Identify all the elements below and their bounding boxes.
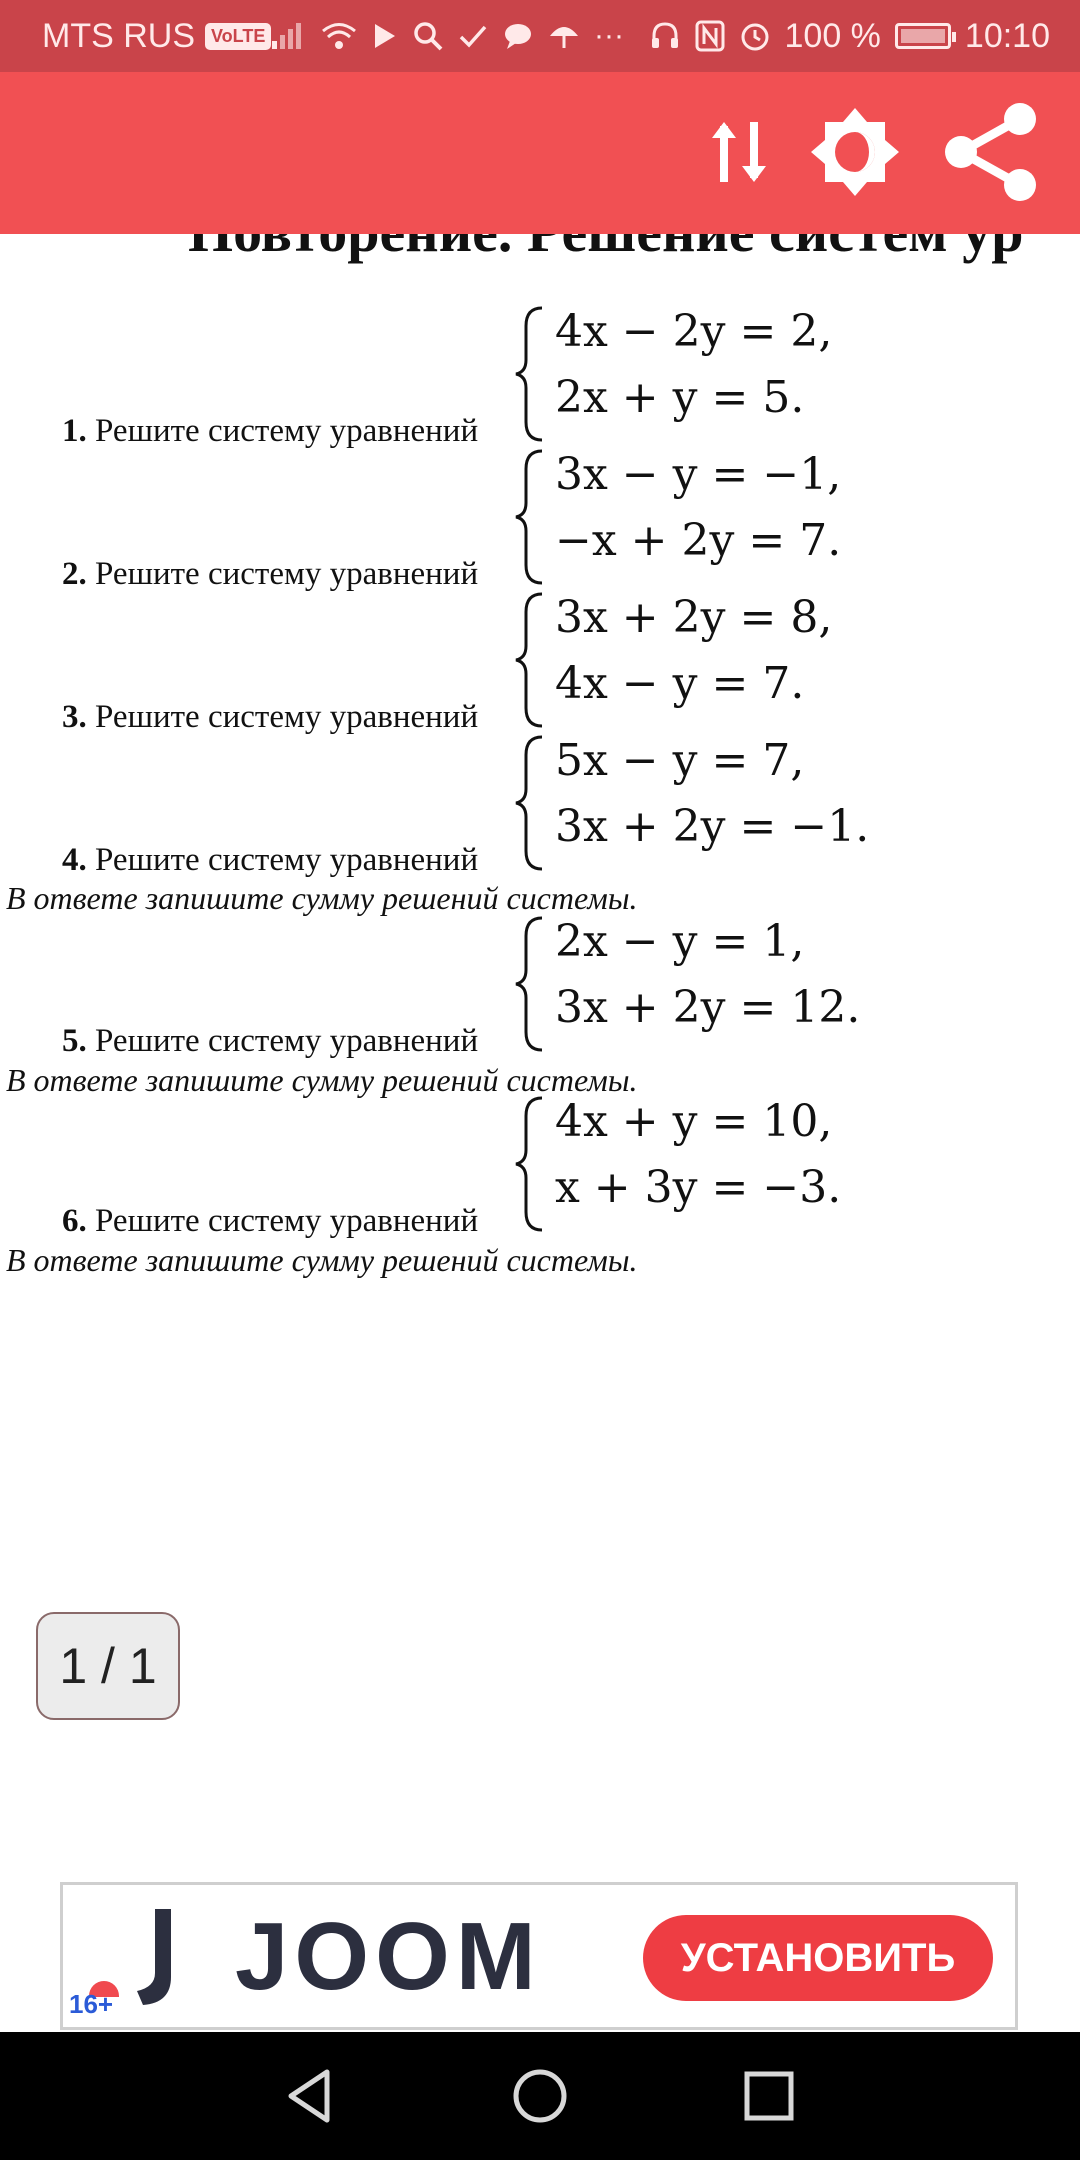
- task-label: [62, 842, 478, 879]
- system-brace-icon: [512, 916, 546, 1052]
- equation-1: 2x − y = 1,: [555, 916, 805, 967]
- equation-2: x + 3y = −3.: [555, 1162, 842, 1213]
- task-note: В ответе запишите сумму решений системы.: [6, 880, 638, 916]
- equation-1: 3x + 2y = 8,: [555, 592, 833, 643]
- wifi-icon: [320, 21, 358, 51]
- ad-banner[interactable]: [60, 1882, 1018, 2030]
- share-icon: [936, 97, 1046, 207]
- back-button[interactable]: [264, 2056, 354, 2136]
- task-number: 2.: [62, 556, 87, 592]
- umbrella-icon: [548, 20, 580, 52]
- equation-2: 3x + 2y = −1.: [555, 801, 870, 852]
- install-button[interactable]: УСТАНОВИТЬ: [643, 1915, 993, 2001]
- task-text: Решите систему уравнений: [95, 1023, 479, 1059]
- nfc-icon: [695, 20, 725, 52]
- signal-icon: [270, 21, 306, 51]
- navigation-bar: [0, 2032, 1080, 2160]
- equation-2: 4x − y = 7.: [555, 658, 805, 709]
- recents-square-icon: [741, 2068, 797, 2124]
- task-number: 4.: [62, 842, 87, 878]
- equation-2: −x + 2y = 7.: [555, 515, 842, 566]
- equation-1: 3x − y = −1,: [555, 449, 842, 500]
- joom-logo-icon: [115, 1907, 175, 2007]
- home-circle-icon: [510, 2066, 570, 2126]
- task-text: Решите систему уравнений: [95, 699, 479, 735]
- task-item: [0, 300, 1080, 450]
- task-note: В ответе запишите сумму решений системы.: [6, 1242, 638, 1278]
- equation-2: 3x + 2y = 12.: [555, 982, 861, 1033]
- task-note: В ответе запишите сумму решений системы.: [6, 1062, 638, 1098]
- volte-badge: VoLTE: [205, 23, 271, 50]
- system-brace-icon: [512, 735, 546, 871]
- battery-percent: 100 %: [784, 16, 881, 55]
- back-triangle-icon: [281, 2066, 337, 2126]
- more-icon: ···: [594, 19, 624, 52]
- play-icon: [372, 21, 398, 51]
- battery-icon: [895, 23, 951, 49]
- equation-1: 4x + y = 10,: [555, 1096, 833, 1147]
- equation-2: 2x + y = 5.: [555, 372, 805, 423]
- alarm-icon: [739, 20, 771, 52]
- task-text: Решите систему уравнений: [95, 842, 479, 878]
- app-toolbar: [0, 72, 1080, 234]
- task-number: 1.: [62, 413, 87, 449]
- system-brace-icon: [512, 1096, 546, 1232]
- age-rating: 16+: [69, 1989, 114, 2019]
- system-brace-icon: [512, 306, 546, 442]
- status-bar: [0, 0, 1080, 72]
- ad-brand-name: JOOM: [235, 1903, 542, 2010]
- equation-1: 4x − 2y = 2,: [555, 306, 833, 357]
- task-label: [62, 1203, 478, 1240]
- task-label: [62, 1023, 478, 1060]
- task-text: Решите систему уравнений: [95, 556, 479, 592]
- headset-icon: [649, 20, 681, 52]
- swap-vertical-icon: [704, 112, 774, 192]
- brightness-button[interactable]: [800, 102, 910, 202]
- task-number: 3.: [62, 699, 87, 735]
- clock: 10:10: [964, 16, 1050, 55]
- task-text: Решите систему уравнений: [95, 1203, 479, 1239]
- recents-button[interactable]: [724, 2056, 814, 2136]
- home-button[interactable]: [495, 2056, 585, 2136]
- notification-icons: [270, 0, 624, 72]
- task-item: [0, 729, 1080, 879]
- equation-1: 5x − y = 7,: [555, 735, 805, 786]
- check-icon: [458, 21, 488, 51]
- carrier-name: MTS RUS: [42, 16, 195, 55]
- task-item: [0, 586, 1080, 736]
- sort-button[interactable]: [684, 102, 794, 202]
- task-item: [0, 1090, 1080, 1240]
- brightness-icon: [807, 104, 903, 200]
- task-number: 6.: [62, 1203, 87, 1239]
- task-text: Решите систему уравнений: [95, 413, 479, 449]
- task-item: [0, 443, 1080, 593]
- task-number: 5.: [62, 1023, 87, 1059]
- task-item: [0, 910, 1080, 1060]
- system-brace-icon: [512, 592, 546, 728]
- search-icon: [412, 20, 444, 52]
- system-brace-icon: [512, 449, 546, 585]
- share-button[interactable]: [936, 102, 1046, 202]
- page-indicator[interactable]: 1 / 1: [36, 1612, 180, 1720]
- message-icon: [502, 21, 534, 51]
